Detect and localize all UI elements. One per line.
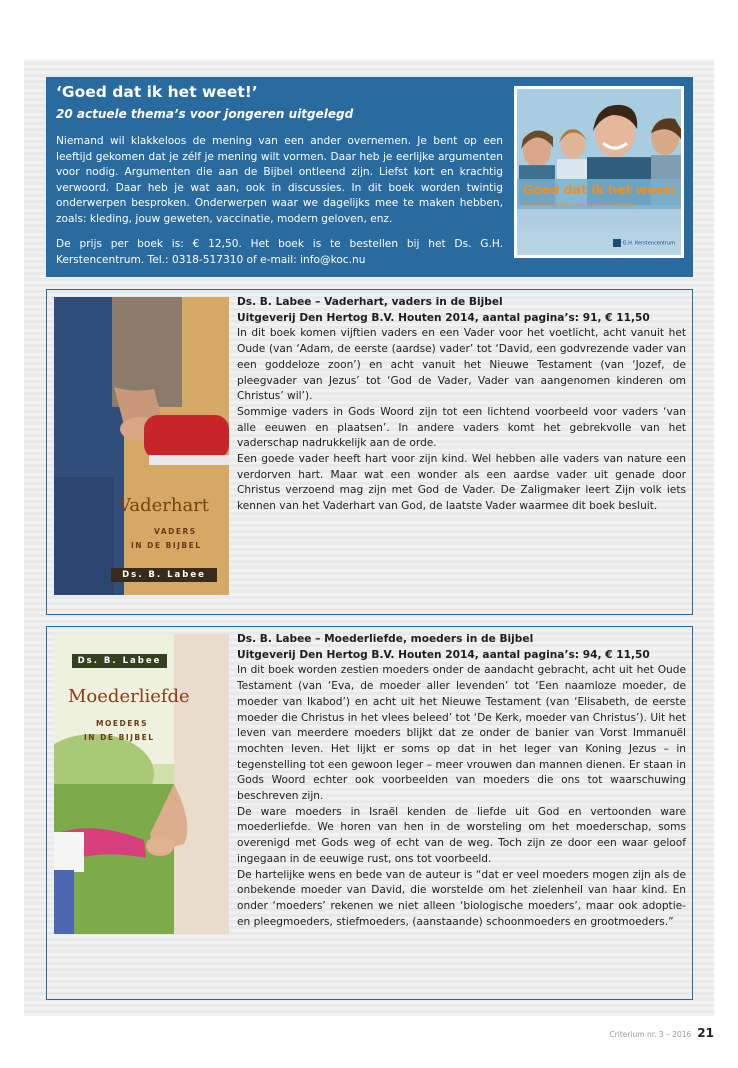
review-paragraph: Een goede vader heeft hart voor zijn kind. Wel hebben alle vaders van nature een verdorven hart. Maar wat een wonder als een aardse vader uit genade door Christus verzoend mag zijn met God de Vader. De Zaligmaker leert Zijn volk iets kennen van het Vaderhart van God, de laatste Vader waarmee dit boek besluit. — [237, 453, 686, 513]
book-publisher: Uitgeverij Den Hertog B.V. Houten 2014, aantal pagina’s: 94, € 11,50 — [237, 648, 650, 661]
promo-title: ‘Goed dat ik het weet!’ — [56, 83, 258, 101]
review-paragraph: De ware moeders in Israël kenden de liefde uit God en vertoonden ware moederliefde. We horen van hen in de worsteling om het moederschap, soms overenigd met Gods weg of echt van de weg. Toch zijn ze door een waar geloof ingegaan in de eeuwige rust, ons tot voorbeeld. — [237, 805, 686, 865]
cover-subtitle-line1: VADERS — [154, 527, 197, 536]
book-heading: Ds. B. Labee – Vaderhart, vaders in de Bijbel — [237, 296, 503, 308]
publisher-logo: G.H. Kerstencentrum — [613, 239, 675, 247]
cover-subtitle-line2: IN DE BIJBEL — [131, 541, 202, 550]
promo-book-cover — [514, 86, 684, 258]
promo-cover-subtitle: 20 actuele thema’s voor jongeren uitgelegd — [523, 201, 633, 208]
cover-title: Moederliefde — [68, 686, 190, 707]
cover-author: Ds. B. Labee — [111, 568, 217, 582]
promo-box — [46, 77, 693, 277]
review-paragraph: Sommige vaders in Gods Woord zijn tot een lichtend voorbeeld voor vaders ‘van alle eeuwen en plaatsen’. In andere vaders komt het gebrekvolle van het vaderschap nadrukkelijk aan de orde. — [237, 405, 686, 450]
book-review-vaderhart — [46, 289, 693, 615]
review-paragraph: In dit boek komen vijftien vaders en een Vader voor het voetlicht, acht vanuit het Oude (van ‘Adam, de eerste (aardse) vader’ tot ‘David, een godvrezende vader van een goddeloze zoon’) en acht vanuit het Nieuwe Testament (van ‘Jozef, de pleegvader van Jezus’ tot ‘God de Vader, Vader van aangenomen kinderen om Christus’ wil’). — [237, 327, 686, 403]
promo-body: Niemand wil klakkeloos de mening van een ander overnemen. Je bent op een leeftijd gekomen dat je zélf je mening wilt vormen. Daar heb je eerlijke argumenten voor nodig. Argumenten die aan de Bijbel ontleend zijn. Liefst kort en krachtig verwoord. Daar heb je wat aan, ook in discussies. In dit boek worden twintig onderwerpen besproken. Onderwerpen waar we dagelijks mee te maken hebben, zoals: kleding, jouw geweten, vaccinatie, modern geloven, enz. — [56, 135, 503, 225]
promo-subtitle: 20 actuele thema’s voor jongeren uitgelegd — [56, 107, 354, 121]
mother-child-photo — [54, 634, 229, 934]
book-cover-moederliefde — [54, 634, 229, 934]
cover-subtitle-line2: IN DE BIJBEL — [84, 733, 155, 742]
cover-subtitle-line1: MOEDERS — [96, 719, 148, 728]
book-publisher: Uitgeverij Den Hertog B.V. Houten 2014, aantal pagina’s: 91, € 11,50 — [237, 311, 650, 324]
book-review-moederliefde — [46, 626, 693, 1000]
cover-title: Vaderhart — [118, 495, 210, 516]
promo-cover-title: Goed dat ik het weet! — [523, 181, 677, 197]
page-footer — [609, 1026, 714, 1040]
book-review-text — [237, 632, 686, 930]
review-paragraph: In dit boek worden zestien moeders onder de aandacht gebracht, acht uit het Oude Testament (van ‘Eva, de moeder aller levenden’ tot ‘Een naamloze moeder, de moeder van Ikabod’) en acht uit het Nieuwe Testament (van ‘Elisabeth, de eerste moeder die Christus in het vlees beleed’ tot ‘De Kerk, moeder van Christus’). Uit het leven van meerdere moeders blijkt dat ze onder de banier van Vorst Immanuël mochten leven. Het lijkt er soms op dat in het leger van Koning Jezus – in tegenstelling tot een gewoon leger – meer vrouwen dan mannen dienen. Er staan in Gods Woord echter ook voorbeelden van moeders die ons tot waarschuwing beschreven zijn. — [237, 664, 686, 803]
father-child-photo — [54, 297, 229, 595]
footer-label: Criterium nr. 3 – 2016 — [609, 1030, 692, 1039]
review-paragraph: De hartelijke wens en bede van de auteur is “dat er veel moeders mogen zijn als de onbekende moeder van David, die worstelde om het zielenheil van haar kind. En onder ‘moeders’ rekenen we niet alleen ‘biologische moeders’, maar ook adoptie- en pleegmoeders, stiefmoeders, (aanstaande) schoonmoeders en grootmoeders.” — [237, 868, 686, 928]
promo-price-info: De prijs per boek is: € 12,50. Het boek is te bestellen bij het Ds. G.H. Kerstencentrum. Tel.: 0318-517310 of e-mail: info@koc.nu — [56, 238, 503, 266]
page-number: 21 — [697, 1026, 714, 1040]
cover-author: Ds. B. Labee — [72, 654, 167, 668]
book-review-text — [237, 295, 686, 515]
book-heading: Ds. B. Labee – Moederliefde, moeders in de Bijbel — [237, 633, 534, 645]
book-cover-vaderhart — [54, 297, 229, 595]
